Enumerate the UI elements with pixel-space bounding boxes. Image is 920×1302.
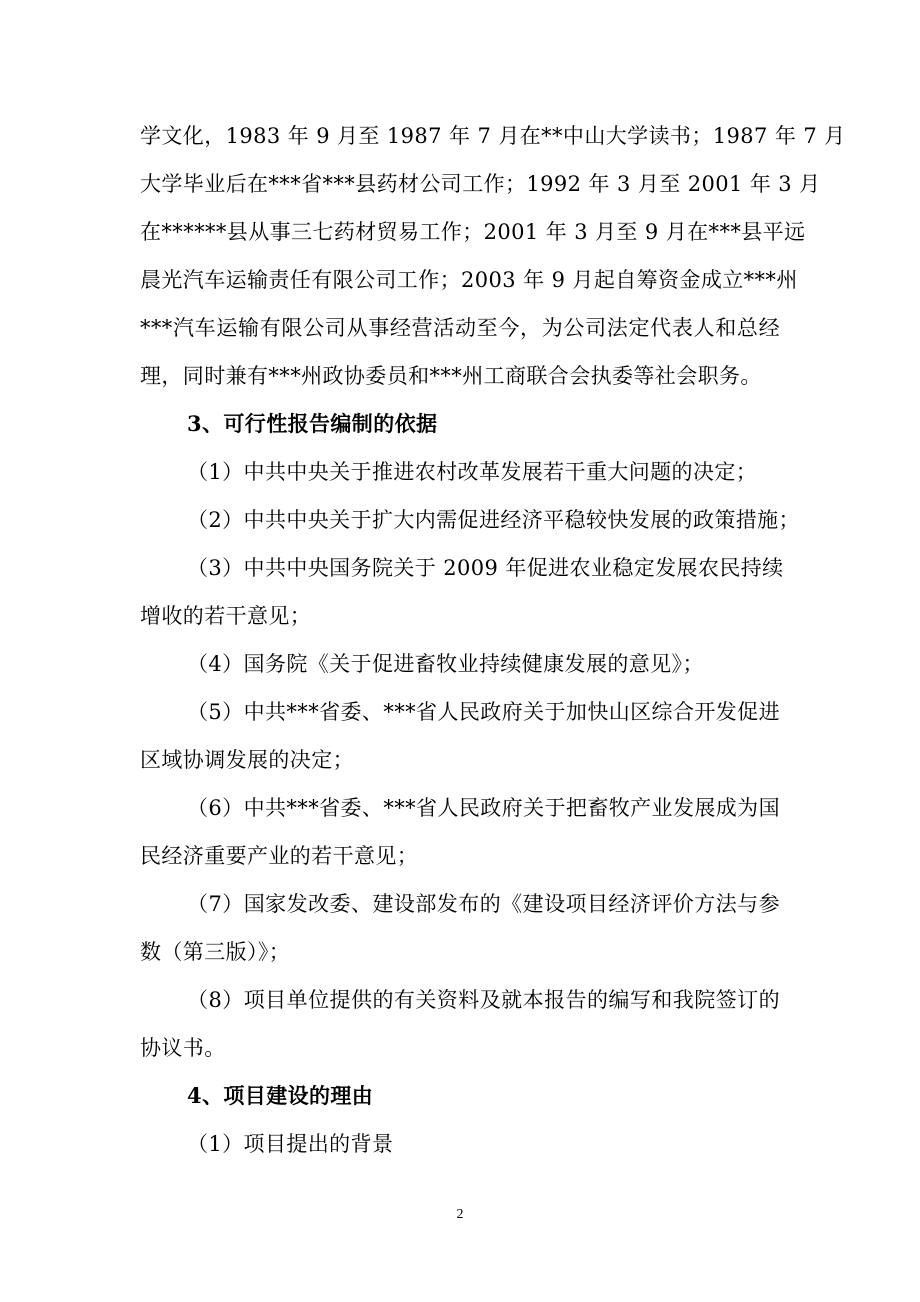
list-item: （4）国务院《关于促进畜牧业持续健康发展的意见》；: [187, 652, 704, 676]
body-text-line: ***汽车运输有限公司从事经营活动至今，为公司法定代表人和总经: [140, 316, 780, 340]
section-heading: 4、项目建设的理由: [187, 1083, 374, 1108]
page-number: 2: [456, 1207, 464, 1222]
body-text-line: 在******县从事三七药材贸易工作；2001 年 3 月至 9 月在***县平远: [140, 220, 806, 244]
section-heading: 3、可行性报告编制的依据: [187, 411, 438, 436]
list-item: （3）中共中央国务院关于 2009 年促进农业稳定发展农民持续: [187, 556, 784, 580]
list-item-continuation: 增收的若干意见；: [140, 604, 312, 628]
list-item: （8）项目单位提供的有关资料及就本报告的编写和我院签订的: [187, 988, 780, 1012]
list-item: （6）中共***省委、***省人民政府关于把畜牧产业发展成为国: [187, 796, 780, 820]
list-item-continuation: 区域协调发展的决定；: [140, 748, 354, 772]
body-text-line: 学文化，1983 年 9 月至 1987 年 7 月在**中山大学读书；1987 年 7 月: [140, 124, 846, 148]
list-item: （1）中共中央关于推进农村改革发展若干重大问题的决定；: [187, 460, 758, 484]
list-item: （7）国家发改委、建设部发布的《建设项目经济评价方法与参: [187, 892, 780, 916]
subsection-heading: （1）项目提出的背景: [187, 1132, 394, 1156]
body-text-line: 理，同时兼有***州政协委员和***州工商联合会执委等社会职务。: [140, 364, 762, 388]
list-item: （5）中共***省委、***省人民政府关于加快山区综合开发促进: [187, 700, 780, 724]
list-item-continuation: 数（第三版）》；: [140, 940, 291, 964]
list-item-continuation: 民经济重要产业的若干意见；: [140, 844, 419, 868]
list-item: （2）中共中央关于扩大内需促进经济平稳较快发展的政策措施；: [187, 508, 800, 532]
body-text-line: 晨光汽车运输责任有限公司工作；2003 年 9 月起自筹资金成立***州: [140, 268, 798, 292]
list-item-continuation: 协议书。: [140, 1036, 226, 1060]
body-text-line: 大学毕业后在***省***县药材公司工作；1992 年 3 月至 2001 年 3 月: [140, 172, 821, 196]
